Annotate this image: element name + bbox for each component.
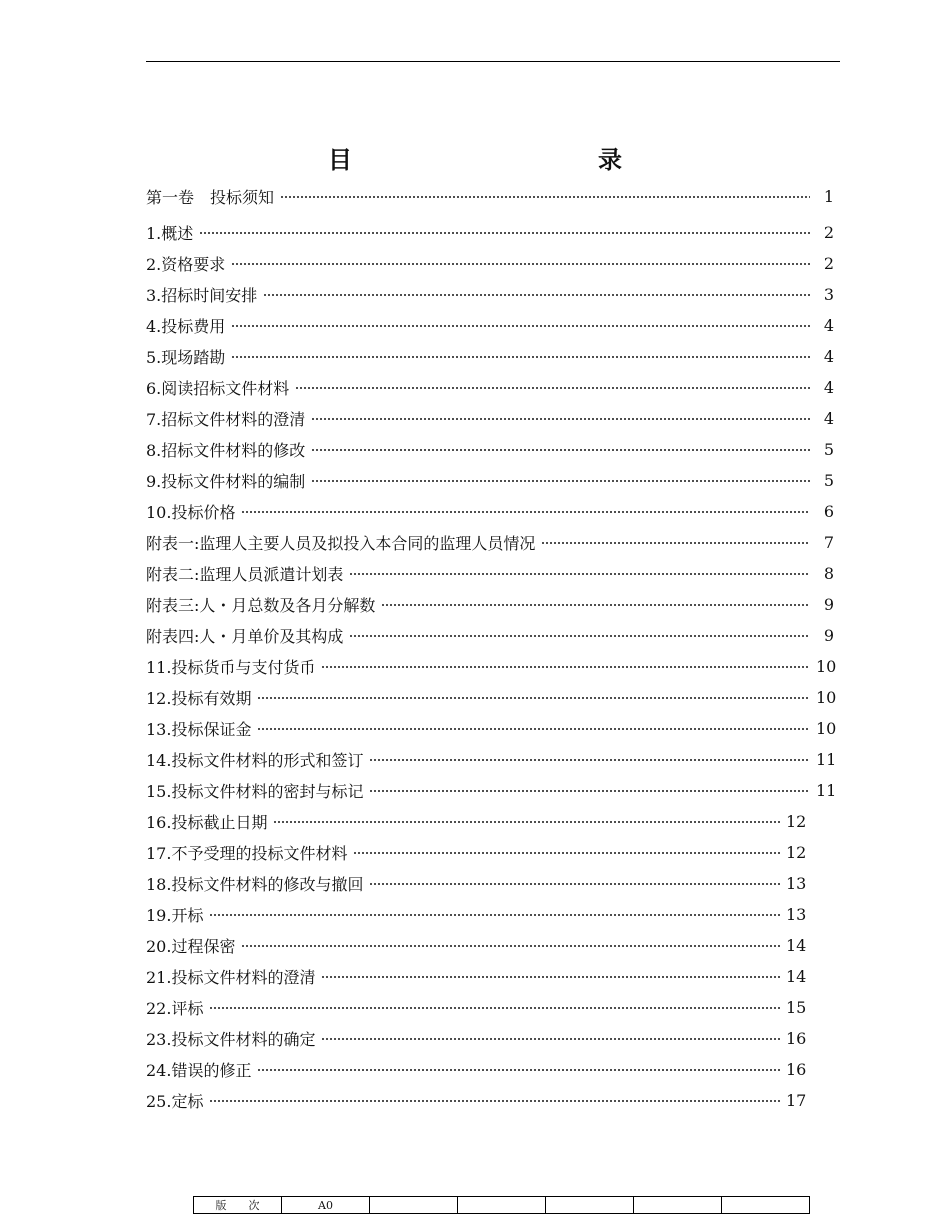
toc-entry-page: 11 <box>816 750 837 769</box>
toc-entry-label: 5.现场踏勘 <box>146 348 226 367</box>
dot-leader <box>263 294 810 296</box>
toc-entry-label: 23.投标文件材料的确定 <box>146 1030 316 1049</box>
dot-leader <box>381 604 810 606</box>
dot-leader <box>209 1007 780 1009</box>
version-value-cell: A0 <box>282 1197 370 1214</box>
toc-entry-page: 17 <box>786 1091 807 1110</box>
version-empty-cell <box>634 1197 722 1214</box>
toc-entry-label: 2.资格要求 <box>146 255 226 274</box>
toc-entry[interactable] <box>146 403 834 434</box>
toc-entry[interactable] <box>146 930 806 961</box>
toc-entry[interactable] <box>146 248 834 279</box>
dot-leader <box>257 728 810 730</box>
dot-leader <box>369 790 810 792</box>
toc-entry[interactable] <box>146 180 834 213</box>
dot-leader <box>199 232 810 234</box>
toc-entry-label: 14.投标文件材料的形式和签订 <box>146 751 364 770</box>
toc-entry-page: 1 <box>823 187 834 206</box>
dot-leader <box>311 480 810 482</box>
toc-entry-page: 5 <box>823 471 834 490</box>
dot-leader <box>321 976 780 978</box>
toc-entry-page: 14 <box>786 967 807 986</box>
toc-entry-page: 10 <box>816 719 837 738</box>
toc-entry[interactable] <box>146 775 837 806</box>
toc-entry-page: 12 <box>786 812 807 831</box>
toc-entry[interactable] <box>146 899 806 930</box>
toc-entry-page: 15 <box>786 998 807 1017</box>
dot-leader <box>231 263 810 265</box>
dot-leader <box>209 914 780 916</box>
toc-entry[interactable] <box>146 527 834 558</box>
dot-leader <box>295 387 810 389</box>
toc-entry-label: 3.招标时间安排 <box>146 286 258 305</box>
toc-entry-label: 25.定标 <box>146 1092 204 1111</box>
toc-entry-label: 24.错误的修正 <box>146 1061 252 1080</box>
dot-leader <box>321 1038 780 1040</box>
toc-entry-page: 12 <box>786 843 807 862</box>
toc-entry[interactable] <box>146 558 834 589</box>
toc-entry-label: 7.招标文件材料的澄清 <box>146 410 306 429</box>
toc-entry-page: 10 <box>816 657 837 676</box>
dot-leader <box>311 418 810 420</box>
toc-entry[interactable] <box>146 744 837 775</box>
toc-entry[interactable] <box>146 310 834 341</box>
version-row <box>194 1197 810 1214</box>
toc-entry[interactable] <box>146 465 834 496</box>
dot-leader <box>231 356 810 358</box>
toc-entry-page: 11 <box>816 781 837 800</box>
toc-entry[interactable] <box>146 496 834 527</box>
toc-entry-label: 9.投标文件材料的编制 <box>146 472 306 491</box>
toc-entry-label: 6.阅读招标文件材料 <box>146 379 290 398</box>
dot-leader <box>349 635 810 637</box>
toc-entry[interactable] <box>146 589 834 620</box>
toc-entry[interactable] <box>146 682 837 713</box>
table-of-contents <box>146 180 837 1116</box>
toc-entry-label: 18.投标文件材料的修改与撤回 <box>146 875 364 894</box>
dot-leader <box>321 666 810 668</box>
dot-leader <box>241 945 780 947</box>
version-empty-cell <box>722 1197 810 1214</box>
toc-entry[interactable] <box>146 713 837 744</box>
dot-leader <box>241 511 810 513</box>
toc-entry[interactable] <box>146 868 806 899</box>
toc-entry[interactable] <box>146 992 806 1023</box>
toc-entry-label: 附表一:监理人主要人员及拟投入本合同的监理人员情况 <box>146 534 536 553</box>
toc-entry-label: 11.投标货币与支付货币 <box>146 658 316 677</box>
toc-entry-page: 14 <box>786 936 807 955</box>
header-rule <box>146 61 840 62</box>
version-empty-cell <box>370 1197 458 1214</box>
toc-entry[interactable] <box>146 1054 806 1085</box>
toc-entry[interactable] <box>146 341 834 372</box>
toc-entry-page: 13 <box>786 874 807 893</box>
toc-entry-page: 16 <box>786 1060 807 1079</box>
toc-entry-page: 4 <box>823 409 834 428</box>
toc-entry-label: 1.概述 <box>146 224 194 243</box>
toc-entry-page: 16 <box>786 1029 807 1048</box>
toc-entry-label: 13.投标保证金 <box>146 720 252 739</box>
version-empty-cell <box>458 1197 546 1214</box>
dot-leader <box>257 697 810 699</box>
toc-entry-label: 附表二:监理人员派遣计划表 <box>146 565 344 584</box>
toc-entry-page: 5 <box>823 440 834 459</box>
toc-entry-page: 10 <box>816 688 837 707</box>
toc-entry[interactable] <box>146 620 834 651</box>
toc-entry-page: 9 <box>823 626 834 645</box>
toc-entry[interactable] <box>146 434 834 465</box>
toc-entry-label: 10.投标价格 <box>146 503 236 522</box>
toc-entry[interactable] <box>146 961 806 992</box>
toc-entry[interactable] <box>146 217 834 248</box>
dot-leader <box>369 759 810 761</box>
toc-entry-page: 4 <box>823 347 834 366</box>
dot-leader <box>311 449 810 451</box>
dot-leader <box>349 573 810 575</box>
toc-entry[interactable] <box>146 1085 806 1116</box>
toc-entry-page: 6 <box>823 502 834 521</box>
dot-leader <box>273 821 780 823</box>
toc-entry[interactable] <box>146 279 834 310</box>
dot-leader <box>353 852 780 854</box>
toc-entry[interactable] <box>146 651 837 682</box>
toc-entry-label: 第一卷 投标须知 <box>146 188 275 207</box>
toc-entry-label: 17.不予受理的投标文件材料 <box>146 844 348 863</box>
toc-entry-page: 8 <box>823 564 834 583</box>
version-label-cell: 版 次 <box>194 1197 282 1214</box>
toc-entry-label: 15.投标文件材料的密封与标记 <box>146 782 364 801</box>
toc-entry-page: 2 <box>823 223 834 242</box>
toc-entry-label: 19.开标 <box>146 906 204 925</box>
version-table <box>193 1196 810 1214</box>
toc-entry[interactable] <box>146 1023 806 1054</box>
dot-leader <box>209 1100 780 1102</box>
page-title: 目 录 <box>328 146 688 174</box>
toc-entry-label: 20.过程保密 <box>146 937 236 956</box>
toc-entry[interactable] <box>146 372 834 403</box>
toc-entry-page: 4 <box>823 316 834 335</box>
dot-leader <box>541 542 810 544</box>
dot-leader <box>369 883 780 885</box>
toc-entry-label: 附表四:人・月单价及其构成 <box>146 627 344 646</box>
toc-entry-page: 3 <box>823 285 834 304</box>
toc-entry-label: 8.招标文件材料的修改 <box>146 441 306 460</box>
dot-leader <box>257 1069 780 1071</box>
toc-entry-page: 7 <box>823 533 834 552</box>
toc-entry-label: 16.投标截止日期 <box>146 813 268 832</box>
toc-entry-label: 4.投标费用 <box>146 317 226 336</box>
toc-entry-label: 22.评标 <box>146 999 204 1018</box>
toc-entry-page: 13 <box>786 905 807 924</box>
toc-entry-label: 12.投标有效期 <box>146 689 252 708</box>
dot-leader <box>280 196 810 198</box>
toc-entry-label: 附表三:人・月总数及各月分解数 <box>146 596 376 615</box>
toc-entry[interactable] <box>146 806 806 837</box>
toc-entry-label: 21.投标文件材料的澄清 <box>146 968 316 987</box>
dot-leader <box>231 325 810 327</box>
toc-entry-page: 2 <box>823 254 834 273</box>
toc-entry[interactable] <box>146 837 806 868</box>
version-empty-cell <box>546 1197 634 1214</box>
toc-entry-page: 9 <box>823 595 834 614</box>
toc-entry-page: 4 <box>823 378 834 397</box>
